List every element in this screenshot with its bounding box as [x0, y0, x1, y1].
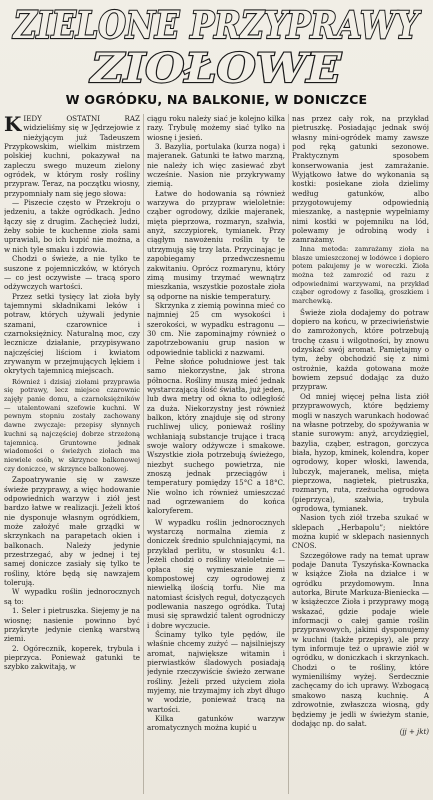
column-3	[292, 114, 429, 794]
subtitle: W OGRÓDKU, NA BALKONIE, W DONICZCE	[65, 92, 368, 107]
paragraph: Świeże zioła dodajemy do potraw dopiero na końcu, w przeciwieństwie do zamrożonych, które potrzebują trochę czasu i wilgotności, by znowu odzyskać swój aromat. Pamiętajmy o tym, żeby obchodzić się z nimi ostrożnie, każda gotowana może bowiem zepsuć dodając za dużo przypraw.	[292, 307, 429, 392]
paragraph: Nasion tych ziół trzeba szukać w sklepach „Herbapolu”; niektóre można kupić w sklepach nasiennych CNOS.	[292, 513, 429, 551]
column-divider	[143, 114, 144, 794]
paragraph: Pełne słońce południowe jest tak samo niekorzystne, jak strona północna. Rośliny muszą mieć jednak wystarczającą ilość światła, już jeden, lub dwa metry od okna to odległość za duża. Niekorzystny jest również balkon, który znajduje się od strony ruchliwej ulicy, ponieważ rośliny wchłaniają substancje trujące i tracą swoje walory odżywcze i smakowe. Wszystkie zioła potrzebują świeżego, niezbyt suchego powietrza, nie znoszą jednak przeciągów i temperatury pomiędzy 15°C a 18°C. Nie wolno ich również umieszczać nad ogrzewaniem do końca kaloryferem.	[147, 356, 285, 516]
paragraph: W wypadku roślin jednorocznych wystarczą normalna ziemia z doniczek średnio spulchniającymi, na przykład perlitu, w stosunku 4:1. Jeżeli chodzi o rośliny wieloletnie — opłaca się wymieszanie ziemi kompostowej czy ogrodowej z niewielką ilością torfu. Nie ma natomiast ścisłych reguł, dotyczących podlewania naszego ogródka. Tutaj musi się sprawdzić talent ogrodniczy i dobre wyczucie.	[147, 517, 285, 630]
drop-cap: K	[4, 114, 22, 136]
column-1	[4, 114, 140, 794]
paragraph: Skrzynka z ziemią powinna mieć co najmniej 25 cm wysokości i szerokości, w wypadku estragonu — 30 cm. Nie zapominajmy również o zapotrzebowaniu grup nasion w odpowiednie tablicki z nazwami.	[147, 300, 285, 357]
paragraph: Zapoatrywanie się w zawsze świeże przyprawy, a więc hodowanie odpowiednich warzyw i ziół jest bardzo łatwe w realizacji. Jeżeli ktoś nie dysponuje własnym ogródkiem, może założyć małe grządki w skrzynkach na parapetach okien i balkonach. Należy jedynie przestrzegać, aby w jednej i tej samej doniczce zasiały się tylko te rośliny, które będą się nawzajem tolerują.	[4, 475, 140, 588]
paragraph: Ścinamy tylko tyle pędów, ile właśnie chcemy zużyć — najsilniejszy aromat, największe witamin i pierwiastków śladowych posiadają jedynie rzeczywiście świeżo zerwane rośliny. Jeżeli przed użyciem zioła myjemy, nie trzymajmy ich zbyt długo w wodzie, ponieważ tracą na wartości.	[147, 629, 285, 714]
column-2	[147, 114, 285, 794]
article-columns	[4, 114, 429, 794]
paragraph: Szczegółowe rady na temat upraw podaje Danuta Tyszyńska-Kownacka w książce Zioła na działce i w ogródku przydomowym. Inna autorka, Birute Markuza-Bieniecka — w książeczce Zioła i przyprawy mogą wskazać, gdzie podaje wiele informacji o całej gamie roślin przyprawowych, jakimi dysponujemy w kuchni (także przepisy), ale przy tym informuje też o uprawie ziół w ogródku, w doniczkach i skrzynkach. Chodzi o te rośliny, które wymieniliśmy wyżej. Serdecznie zachęcamy do ich uprawy. Wzbogacą smakowo naszą kuchnię. A zdrowotnie, zwłaszcza wiosną, gdy będziemy je jedli w świeżym stanie, dodając np. do sałat.	[292, 550, 429, 728]
paragraph: Chodzi o świeże, a nie tylko te suszone z pojemniczków, w których — co jest oczywiste — tracą sporo odżywczych wartości.	[4, 254, 140, 292]
paragraph: — Piszecie często w Przekroju o jedzeniu, a także ogródkach. Jedno łączy się z drugim. Zachęcież ludzi, żeby sobie te kuchenne zioła sami uprawiali, bo ich kupić nie można, a w nich tyle smaku i zdrowia.	[4, 198, 140, 254]
paragraph: Również i dzisiaj ziołami przyprawia się potrawy, lecz miejsce czarownic zajęły panie domu, a czarnoksiężników — utalentowani szefowie kuchni. W pewnym stopniu zostały zachowany dawne zwyczaje: przepisy słynnych kuchni są najczęściej dobrze strzeżoną tajemnicą. Gruntowne jednak wiadomości o świeżych ziołach ma niewiele osób, w skrzynce balkonowej czy doniczce, w skrzynce balkonowej.	[4, 377, 140, 473]
paragraph: ciągu roku należy siać je kolejno kilka razy. Trybulę możemy siać tylko na wiosnę i jesień.	[147, 114, 285, 142]
paragraph: 2. Ogórecznik, koperek, trybula i pieprzyca. Ponieważ gatunki te szybko zakwitają, w	[4, 643, 140, 672]
author-signature: (jj + jkt)	[399, 728, 429, 737]
paragraph: Inna metoda: zamrażamy zioła na blasze umieszczonej w lodówce i dopiero potem pakujemy je w woreczki. Zioła można też zamrozić od razu z odpowiednimi warzywami, na przykład cząber ogrodowy z fasolką, groszkiem i marchewką.	[292, 244, 429, 306]
title-line-1: ZIELONE PRZYPRAWY	[11, 3, 422, 47]
column-divider	[288, 114, 289, 794]
hand-lettered-title	[6, 2, 427, 90]
paragraph: Przez setki tysięcy lat zioła były tajemnymi składnikami leków i potraw, których używali jedynie szamani, czarownice i czarnoksiężnicy. Naturalną moc, czy lecznicze działanie, przypisywano najczęściej liściom i kwiatom zrywanym w przejmujących lękiem i okrytych tajemnicą miejscach.	[4, 291, 140, 376]
title-line-2: ZIOŁOWE	[88, 45, 342, 90]
paragraph: W wypadku roślin jednorocznych są to:	[4, 587, 140, 606]
paragraph: Od mniej więcej pełna lista ziół przyprawowych, które będziemy mogli w naszych warunkach hodować na własne potrzeby, do spożywania w stanie surowym: anyż, arcydzięgiel, bazylia, cząber, estragon, gorczyca biała, hyzop, kminek, kolendra, koper ogrodowy, koper włoski, lawenda, lubczyk, majeranek, melisa, mięta pieprzowa, nagietek, pietruszka, rozmaryn, ruta, rzeżucha ogrodowa (pieprzyca), szałwia, trybula ogrodowa, tymianek.	[292, 391, 429, 513]
paragraph: 1. Seler i pietruszka. Siejemy je na wiosnę; nasienie powinno być przykryte jedynie cienką warstwą ziemi.	[4, 606, 140, 644]
paragraph: nas przez cały rok, na przykład pietruszkę. Posiadając jednak swój własny mini-ogródek mamy zawsze pod ręką gatunki sezonowe. Praktycznym sposobem konserwowania jest zamrażanie. Wyjątkowo łatwe do wykonania są kostki: posiekane zioła dzielimy według gatunków, albo przygotowujemy odpowiednią mieszankę, a następnie wypełniamy nimi kostki w pojemniku na lód, polewamy je odrobiną wody i zamrażamy.	[292, 114, 429, 245]
title-block	[6, 2, 427, 90]
paragraph: KIEDY OSTATNI RAZ widzieliśmy się w Jędrzejowie z nieżyjącym już Tadeuszem Przypkowskim, wielkim mistrzem polskiej kuchni, pokazywał na zapleczu swego muzeum zielony ogródek, w którym rosły rośliny przypraw. Teraz, na początku wiosny, przypomniały nam się jego słowa:	[4, 114, 140, 198]
paragraph: 3. Bazylia, portulaka (kurza noga) i majeranek. Gatunki te łatwo marzną, nie należy ich więc zasiewać zbyt wcześnie. Nasion nie przykrywamy ziemią.	[147, 142, 285, 189]
paragraph: Łatwe do hodowania są również warzywa do przypraw wieloletnie: cząber ogrodowy, dzikie majeranek, mięta pieprzowa, rozmaryn, szałwia, anyż, szczypiorek, tymianek. Przy ciągłym nawożeniu roślin ty te utrzymują się trzy lata. Przycinając je zapobiegamy przedwczesnemu zakwitaniu. Oprócz rozmarynu, który zimą musimy trzymać wewnątrz mieszkania, wszystkie pozostałe zioła są odporne na niskie temperatury.	[147, 188, 285, 301]
paragraph: Kilka gatunków warzyw aromatycznych można kupić u	[147, 714, 285, 733]
